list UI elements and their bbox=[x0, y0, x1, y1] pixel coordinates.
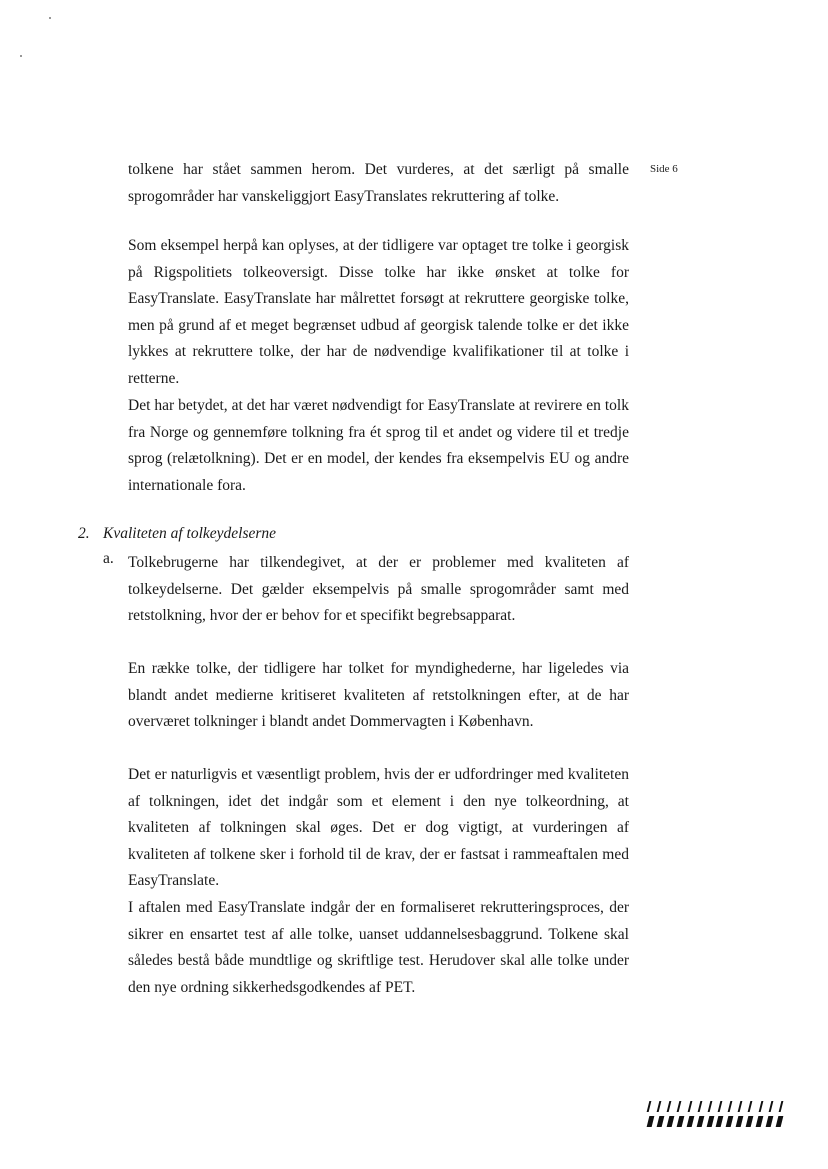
barcode-bar bbox=[776, 1116, 784, 1127]
barcode-bar bbox=[707, 1101, 712, 1112]
barcode-bar bbox=[766, 1116, 774, 1127]
body-paragraph-3: Det har betydet, at det har været nødvendigt for EasyTranslate at revirere en tolk fra Norge og gennemføre tolkning fra ét sprog til et andet og videre til et tredje sprog (relætolkning). Det er en model, der kendes fra eksempelvis EU og andre internationale fora. bbox=[128, 397, 629, 494]
barcode-bar bbox=[706, 1116, 714, 1127]
barcode-bar bbox=[716, 1116, 724, 1127]
barcode-bar bbox=[687, 1101, 692, 1112]
section-number: 2. bbox=[78, 525, 90, 542]
list-item-letter: a. bbox=[103, 550, 114, 567]
body-paragraph-1: tolkene har stået sammen herom. Det vurderes, at det særligt på smalle sprogområder har vanskeliggjort EasyTranslates rekruttering af tolke. bbox=[128, 161, 629, 205]
barcode-bar bbox=[778, 1101, 783, 1112]
barcode-bar bbox=[738, 1101, 743, 1112]
barcode-bar bbox=[736, 1116, 744, 1127]
barcode-bar bbox=[746, 1116, 754, 1127]
barcode-bar bbox=[677, 1101, 682, 1112]
barcode-thin-row bbox=[648, 1101, 782, 1112]
body-paragraph-2: Som eksempel herpå kan oplyses, at der tidligere var optaget tre tolke i georgisk på Rigspolitiets tolkeoversigt. Disse tolke har ikke ønsket at tolke for EasyTranslate. EasyTranslate har målrettet forsøgt at rekruttere georgiske tolke, men på grund af et meget begrænset udbud af georgisk talende tolke er det ikke lykkes at rekruttere tolke, der har de nødvendige kvalifikationer til at tolke i retterne. bbox=[128, 237, 629, 387]
section-heading: Kvaliteten af tolkeydelserne bbox=[103, 525, 277, 542]
barcode-bar bbox=[686, 1116, 694, 1127]
barcode-bar bbox=[657, 1101, 662, 1112]
scan-speck bbox=[20, 55, 22, 57]
item-paragraph-2: En række tolke, der tidligere har tolket for myndighederne, har ligeledes via blandt andet medierne kritiseret kvaliteten af retstolkningen efter, at de har overværet tolkninger i blandt andet Dommervagten i København. bbox=[128, 660, 629, 730]
barcode-bar bbox=[756, 1116, 764, 1127]
barcode-bar bbox=[696, 1116, 704, 1127]
barcode-bar bbox=[697, 1101, 702, 1112]
item-paragraph-3: Det er naturligvis et væsentligt problem, hvis der er udfordringer med kvaliteten af tolkningen, idet det indgår som et element i den nye tolkeordning, at kvaliteten af tolkningen skal øges. Det er dog vigtigt, at vurderingen af kvaliteten af tolkene sker i forhold til de krav, der er fastsat i rammeaftalen med EasyTranslate. bbox=[128, 766, 629, 889]
barcode-bar bbox=[728, 1101, 733, 1112]
barcode-thick-row bbox=[648, 1116, 782, 1127]
barcode-bar bbox=[676, 1116, 684, 1127]
item-paragraph-4: I aftalen med EasyTranslate indgår der en formaliseret rekrutteringsproces, der sikrer en ensartet test af alle tolke, uanset uddannelsesbaggrund. Tolkene skal således bestå både mundtlige og skriftlige test. Herudover skal alle tolke under den nye ordning sikkerhedsgodkendes af PET. bbox=[128, 899, 629, 996]
barcode-bar bbox=[667, 1101, 672, 1112]
barcode-mark bbox=[648, 1101, 782, 1127]
barcode-bar bbox=[647, 1101, 652, 1112]
barcode-bar bbox=[718, 1101, 723, 1112]
barcode-bar bbox=[726, 1116, 734, 1127]
scan-speck bbox=[49, 17, 51, 19]
barcode-bar bbox=[647, 1116, 655, 1127]
barcode-bar bbox=[768, 1101, 773, 1112]
item-paragraph-1: Tolkebrugerne har tilkendegivet, at der er problemer med kvaliteten af tolkeydelserne. Det gælder eksempelvis på smalle sprogområder samt med retstolkning, hvor der er behov for et specifikt begrebsapparat. bbox=[128, 554, 629, 624]
barcode-bar bbox=[748, 1101, 753, 1112]
barcode-bar bbox=[758, 1101, 763, 1112]
barcode-bar bbox=[666, 1116, 674, 1127]
page-number-label: Side 6 bbox=[650, 163, 678, 175]
barcode-bar bbox=[657, 1116, 665, 1127]
